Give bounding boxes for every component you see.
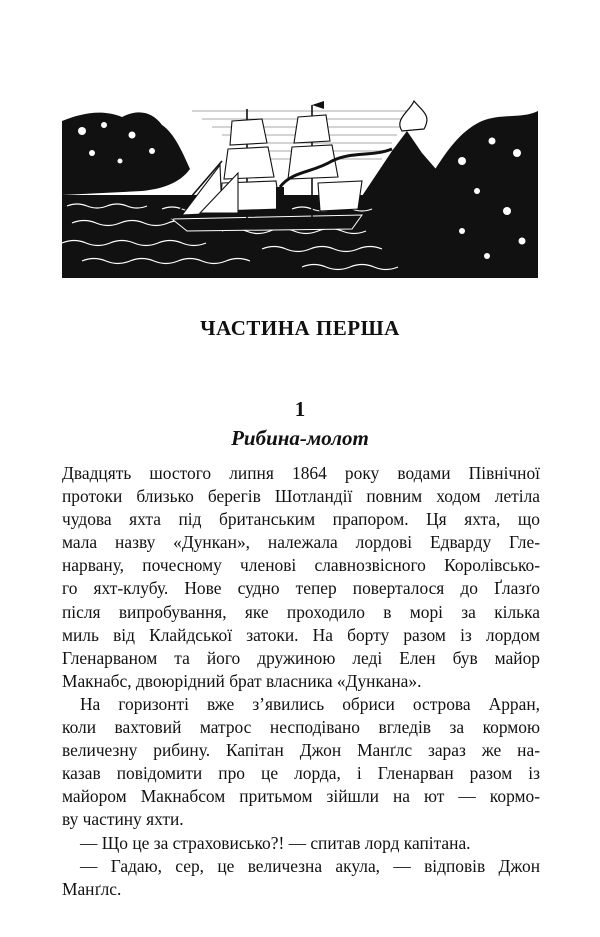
text-line: майором Макнабсом притьмом зійшли на ют — кормо- bbox=[62, 786, 540, 807]
chapter-number: 1 bbox=[294, 397, 306, 421]
text-line: величезну рибину. Капітан Джон Манґлс зараз же на- bbox=[62, 740, 540, 761]
part-title: ЧАСТИНА ПЕРША bbox=[200, 316, 400, 340]
text-line: Двадцять шостого липня 1864 року водами Північної bbox=[62, 463, 540, 483]
text-line: го яхт-клубу. Нове судно тепер поверталося до Ґлазґо bbox=[62, 578, 540, 599]
text-line: нарвану, почесному членові славнозвісного Королівсько- bbox=[62, 555, 540, 576]
dialogue-line: — Що це за страховисько?! — спитав лорд капітана. bbox=[80, 832, 471, 853]
dialogue-line: — Гадаю, сер, це величезна акула, — відповів Джон bbox=[80, 855, 540, 876]
text-line: Макнабс, двоюрідний брат власника «Дункана». bbox=[62, 670, 422, 691]
text-line: протоки близько берегів Шотландії повним ходом летіла bbox=[62, 486, 540, 507]
text-line: після випробування, яке проходило в морі за кілька bbox=[62, 601, 540, 622]
chapter-body bbox=[62, 462, 540, 901]
ship-seascape-illustration bbox=[62, 91, 538, 278]
text-line: мала назву «Дункан», належала лордові Едварду Гле- bbox=[62, 532, 540, 553]
text-line: коли вахтовий матрос несподівано вгледів за кормою bbox=[62, 717, 540, 738]
text-line: Гленарваном та його дружиною леді Елен був майор bbox=[62, 647, 540, 668]
text-line: казав повідомити про це лорда, і Гленарван разом із bbox=[62, 763, 540, 784]
chapter-title: Рибина-молот bbox=[231, 426, 369, 450]
text-line: Манґлс. bbox=[62, 878, 122, 899]
text-line: миль від Клайдської затоки. На борту разом із лордом bbox=[62, 624, 540, 645]
text-line: чудова яхта під британським прапором. Ця яхта, що bbox=[62, 509, 540, 530]
text-line: На горизонті вже з’явились обриси острова Арран, bbox=[80, 693, 540, 714]
text-line: ву частину яхти. bbox=[62, 809, 184, 830]
